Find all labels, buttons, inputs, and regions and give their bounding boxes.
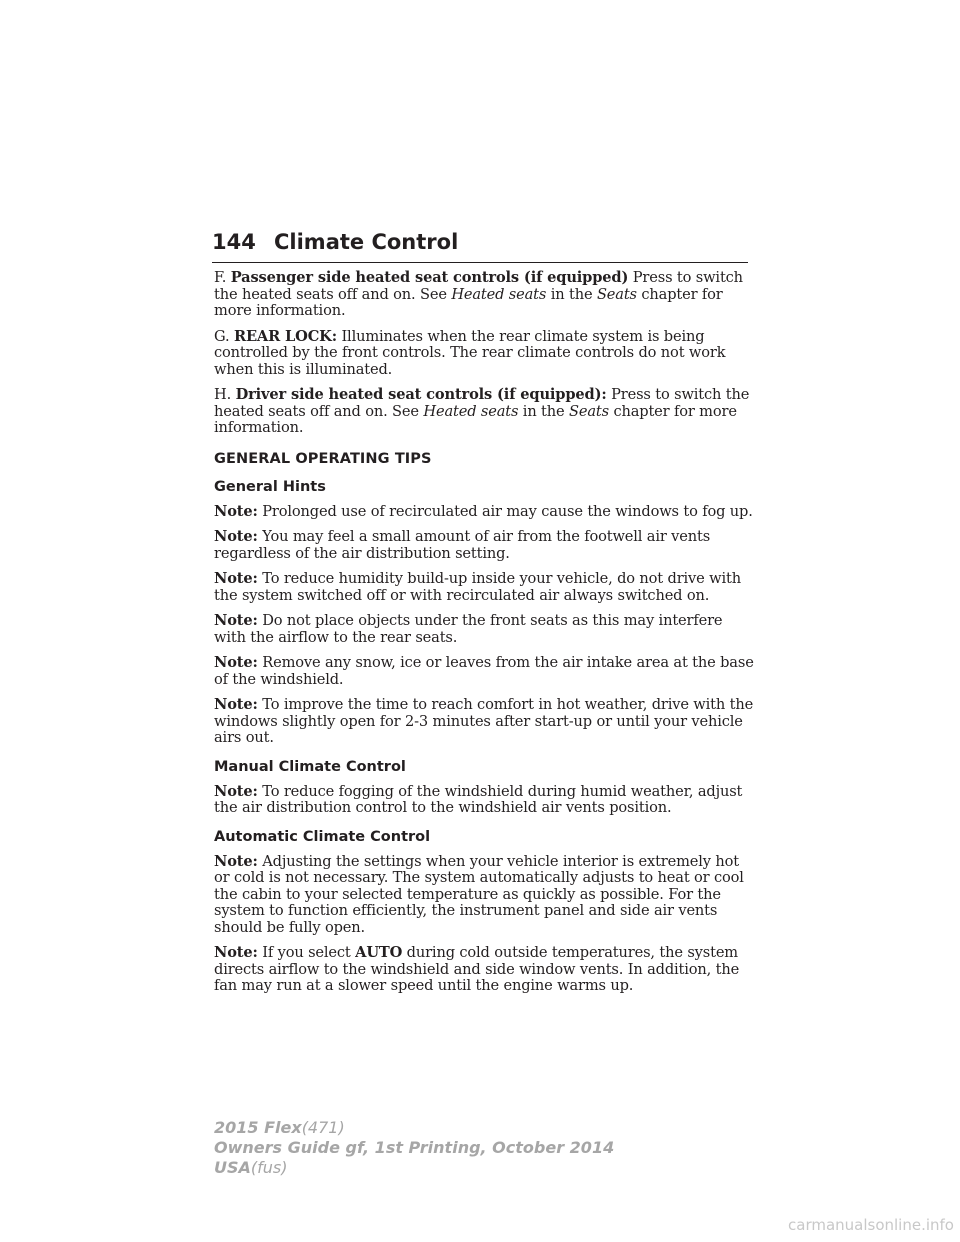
note-label: Note: [214, 654, 258, 671]
footer-line [214, 1118, 614, 1138]
note-label: Note: [214, 570, 258, 587]
note-text: To reduce humidity build-up inside your vehicle, do not drive with the system switched off or with recirculated air always switched on. [214, 570, 741, 604]
item-letter: F. [214, 269, 227, 286]
note-text: Do not place objects under the front seats as this may interfere with the airflow to the rear seats. [214, 612, 723, 646]
note-text: Remove any snow, ice or leaves from the air intake area at the base of the windshield. [214, 654, 754, 688]
subsection-heading-automatic: Automatic Climate Control [214, 828, 431, 845]
note-label: Note: [214, 782, 258, 800]
note-text: To reduce fogging of the windshield during humid weather, adjust the air distribution control to the windshield air vents position. [214, 782, 743, 816]
item-text: chapter for more information. [214, 402, 737, 436]
note-text: If you select [262, 944, 356, 961]
note-text: To improve the time to reach comfort in hot weather, drive with the windows slightly open for 2-3 minutes after start-up or until your vehicle airs out. [214, 696, 754, 746]
note [214, 697, 754, 747]
auto-keyword: AUTO [355, 944, 403, 961]
item-text: chapter for more information. [214, 285, 723, 319]
item-text: Illuminates when the rear climate system is being controlled by the front controls. The rear climate controls do not work when this is illuminated. [214, 327, 726, 378]
section-heading: GENERAL OPERATING TIPS [214, 450, 432, 467]
item-label: Passenger side heated seat controls (if equipped) [230, 269, 629, 286]
note [214, 613, 754, 646]
cross-reference: Heated seats [451, 285, 547, 303]
cross-reference: Seats [596, 285, 637, 303]
note [214, 571, 754, 604]
page-number: 144 [212, 230, 256, 254]
note-text: Prolonged use of recirculated air may cause the windows to fog up. [262, 502, 753, 520]
note [214, 529, 754, 562]
note [214, 784, 754, 817]
footer-region-code: (fus) [250, 1158, 288, 1177]
note-label: Note: [214, 612, 258, 629]
page-content [214, 270, 754, 1004]
item-text: in the [546, 285, 597, 303]
note-text: Adjusting the settings when your vehicle interior is extremely hot or cold is not necessary. The system automatically adjusts to heat or cool the cabin to your selected temperature as quickly as possible. For the system to function efficiently, the instrument panel and side air vents should be fully open. [214, 852, 744, 936]
item-letter: H. [214, 386, 232, 403]
footer-line: Owners Guide gf, 1st Printing, October 2014 [214, 1138, 615, 1157]
subsection-heading-general-hints: General Hints [214, 478, 326, 495]
note [214, 504, 754, 521]
footer-line [214, 1158, 614, 1178]
note-label: Note: [214, 696, 258, 713]
item-g [214, 329, 754, 379]
item-text: in the [518, 402, 569, 420]
note-label: Note: [214, 944, 258, 961]
note-text: during cold outside temperatures, the system directs airflow to the windshield and side window vents. In addition, the fan may run at a slower speed until the engine warms up. [214, 944, 740, 994]
chapter-title: Climate Control [274, 230, 459, 254]
cross-reference: Seats [569, 402, 609, 420]
note-label: Note: [214, 852, 258, 870]
item-f [214, 270, 754, 320]
item-h [214, 387, 754, 437]
footer-region: USA [214, 1158, 251, 1177]
note-label: Note: [214, 502, 258, 520]
subsection-heading-manual: Manual Climate Control [214, 758, 406, 775]
note [214, 655, 754, 688]
item-text: Press to switch the heated seats off and on. See [214, 386, 750, 420]
item-text: Press to switch the heated seats off and on. See [214, 269, 743, 303]
footer-code: (471) [301, 1118, 345, 1137]
item-label: Driver side heated seat controls (if equipped): [235, 386, 607, 403]
page-header [212, 228, 748, 263]
print-footer [214, 1118, 614, 1178]
item-label: REAR LOCK: [233, 327, 337, 345]
note-label: Note: [214, 528, 258, 545]
cross-reference: Heated seats [423, 402, 519, 420]
watermark: carmanualsonline.info [788, 1216, 954, 1234]
note-text: You may feel a small amount of air from the footwell air vents regardless of the air distribution setting. [214, 528, 711, 562]
item-letter: G. [214, 327, 230, 345]
note [214, 854, 754, 937]
footer-model: 2015 Flex [214, 1118, 302, 1137]
note [214, 945, 754, 995]
